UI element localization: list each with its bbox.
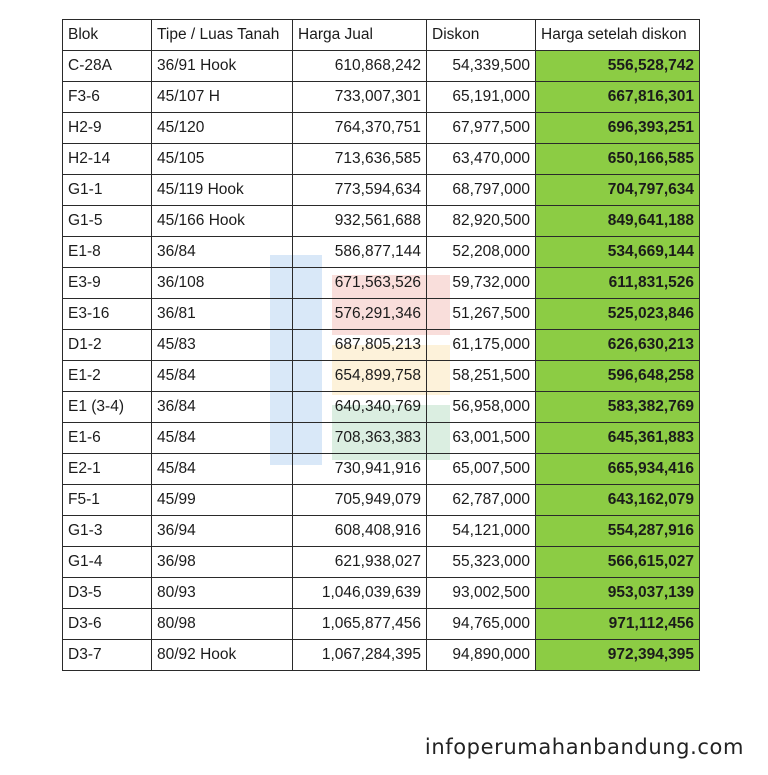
cell-diskon: 61,175,000 bbox=[427, 330, 536, 361]
cell-harga-jual: 730,941,916 bbox=[293, 454, 427, 485]
cell-harga-setelah-diskon: 667,816,301 bbox=[536, 82, 700, 113]
table-row bbox=[63, 516, 700, 547]
cell-harga-jual: 576,291,346 bbox=[293, 299, 427, 330]
cell-harga-jual: 705,949,079 bbox=[293, 485, 427, 516]
cell-tipe: 45/119 Hook bbox=[152, 175, 293, 206]
table-row bbox=[63, 144, 700, 175]
cell-harga-setelah-diskon: 953,037,139 bbox=[536, 578, 700, 609]
cell-blok: D3-7 bbox=[63, 640, 152, 671]
cell-diskon: 63,470,000 bbox=[427, 144, 536, 175]
cell-harga-setelah-diskon: 665,934,416 bbox=[536, 454, 700, 485]
table-row bbox=[63, 51, 700, 82]
cell-tipe: 45/84 bbox=[152, 361, 293, 392]
cell-tipe: 80/93 bbox=[152, 578, 293, 609]
cell-diskon: 62,787,000 bbox=[427, 485, 536, 516]
cell-blok: D3-6 bbox=[63, 609, 152, 640]
cell-blok: G1-4 bbox=[63, 547, 152, 578]
cell-tipe: 45/107 H bbox=[152, 82, 293, 113]
cell-harga-jual: 733,007,301 bbox=[293, 82, 427, 113]
cell-harga-jual: 1,046,039,639 bbox=[293, 578, 427, 609]
cell-blok: E1 (3-4) bbox=[63, 392, 152, 423]
cell-tipe: 45/83 bbox=[152, 330, 293, 361]
cell-diskon: 58,251,500 bbox=[427, 361, 536, 392]
cell-tipe: 80/92 Hook bbox=[152, 640, 293, 671]
table-row bbox=[63, 609, 700, 640]
cell-diskon: 54,339,500 bbox=[427, 51, 536, 82]
table-body bbox=[63, 51, 700, 671]
price-list-table bbox=[62, 19, 700, 671]
cell-blok: G1-3 bbox=[63, 516, 152, 547]
cell-blok: F3-6 bbox=[63, 82, 152, 113]
cell-diskon: 67,977,500 bbox=[427, 113, 536, 144]
cell-diskon: 68,797,000 bbox=[427, 175, 536, 206]
cell-tipe: 45/166 Hook bbox=[152, 206, 293, 237]
cell-blok: D1-2 bbox=[63, 330, 152, 361]
cell-tipe: 80/98 bbox=[152, 609, 293, 640]
table-row bbox=[63, 361, 700, 392]
cell-tipe: 45/84 bbox=[152, 454, 293, 485]
cell-harga-setelah-diskon: 626,630,213 bbox=[536, 330, 700, 361]
cell-harga-setelah-diskon: 972,394,395 bbox=[536, 640, 700, 671]
cell-harga-jual: 687,805,213 bbox=[293, 330, 427, 361]
cell-harga-setelah-diskon: 650,166,585 bbox=[536, 144, 700, 175]
cell-diskon: 54,121,000 bbox=[427, 516, 536, 547]
table-row bbox=[63, 299, 700, 330]
table-row bbox=[63, 578, 700, 609]
cell-harga-setelah-diskon: 696,393,251 bbox=[536, 113, 700, 144]
cell-harga-jual: 586,877,144 bbox=[293, 237, 427, 268]
cell-harga-jual: 713,636,585 bbox=[293, 144, 427, 175]
cell-harga-jual: 764,370,751 bbox=[293, 113, 427, 144]
table-row bbox=[63, 237, 700, 268]
cell-tipe: 36/91 Hook bbox=[152, 51, 293, 82]
cell-diskon: 51,267,500 bbox=[427, 299, 536, 330]
cell-diskon: 52,208,000 bbox=[427, 237, 536, 268]
cell-tipe: 45/84 bbox=[152, 423, 293, 454]
cell-harga-jual: 932,561,688 bbox=[293, 206, 427, 237]
table-row bbox=[63, 640, 700, 671]
cell-harga-setelah-diskon: 556,528,742 bbox=[536, 51, 700, 82]
cell-tipe: 36/84 bbox=[152, 392, 293, 423]
cell-harga-setelah-diskon: 645,361,883 bbox=[536, 423, 700, 454]
cell-diskon: 94,765,000 bbox=[427, 609, 536, 640]
table-row bbox=[63, 113, 700, 144]
cell-diskon: 59,732,000 bbox=[427, 268, 536, 299]
cell-tipe: 36/108 bbox=[152, 268, 293, 299]
cell-diskon: 93,002,500 bbox=[427, 578, 536, 609]
cell-tipe: 36/94 bbox=[152, 516, 293, 547]
table-row bbox=[63, 454, 700, 485]
cell-blok: E1-8 bbox=[63, 237, 152, 268]
cell-blok: E1-2 bbox=[63, 361, 152, 392]
cell-blok: H2-9 bbox=[63, 113, 152, 144]
cell-harga-setelah-diskon: 611,831,526 bbox=[536, 268, 700, 299]
cell-harga-setelah-diskon: 971,112,456 bbox=[536, 609, 700, 640]
cell-harga-jual: 654,899,758 bbox=[293, 361, 427, 392]
cell-blok: D3-5 bbox=[63, 578, 152, 609]
cell-blok: G1-1 bbox=[63, 175, 152, 206]
table-row bbox=[63, 485, 700, 516]
cell-harga-jual: 773,594,634 bbox=[293, 175, 427, 206]
cell-harga-setelah-diskon: 566,615,027 bbox=[536, 547, 700, 578]
header-diskon: Diskon bbox=[427, 20, 536, 51]
cell-harga-jual: 1,065,877,456 bbox=[293, 609, 427, 640]
header-harga-jual: Harga Jual bbox=[293, 20, 427, 51]
table-row bbox=[63, 547, 700, 578]
header-tipe-luas-tanah: Tipe / Luas Tanah bbox=[152, 20, 293, 51]
cell-harga-jual: 1,067,284,395 bbox=[293, 640, 427, 671]
cell-tipe: 36/81 bbox=[152, 299, 293, 330]
cell-harga-jual: 708,363,383 bbox=[293, 423, 427, 454]
table-row bbox=[63, 206, 700, 237]
cell-diskon: 55,323,000 bbox=[427, 547, 536, 578]
table-row bbox=[63, 175, 700, 206]
cell-blok: E2-1 bbox=[63, 454, 152, 485]
cell-blok: F5-1 bbox=[63, 485, 152, 516]
site-watermark-text: infoperumahanbandung.com bbox=[424, 735, 744, 759]
cell-harga-setelah-diskon: 704,797,634 bbox=[536, 175, 700, 206]
cell-harga-setelah-diskon: 554,287,916 bbox=[536, 516, 700, 547]
cell-diskon: 82,920,500 bbox=[427, 206, 536, 237]
cell-diskon: 56,958,000 bbox=[427, 392, 536, 423]
table-row bbox=[63, 82, 700, 113]
cell-harga-setelah-diskon: 849,641,188 bbox=[536, 206, 700, 237]
cell-blok: E3-16 bbox=[63, 299, 152, 330]
cell-blok: H2-14 bbox=[63, 144, 152, 175]
cell-harga-setelah-diskon: 534,669,144 bbox=[536, 237, 700, 268]
cell-blok: E3-9 bbox=[63, 268, 152, 299]
cell-harga-jual: 671,563,526 bbox=[293, 268, 427, 299]
cell-harga-setelah-diskon: 525,023,846 bbox=[536, 299, 700, 330]
cell-blok: E1-6 bbox=[63, 423, 152, 454]
header-harga-setelah-diskon: Harga setelah diskon bbox=[536, 20, 700, 51]
table-row bbox=[63, 392, 700, 423]
cell-diskon: 94,890,000 bbox=[427, 640, 536, 671]
table-row bbox=[63, 268, 700, 299]
cell-tipe: 36/98 bbox=[152, 547, 293, 578]
cell-harga-jual: 610,868,242 bbox=[293, 51, 427, 82]
header-blok: Blok bbox=[63, 20, 152, 51]
cell-tipe: 45/105 bbox=[152, 144, 293, 175]
cell-harga-setelah-diskon: 596,648,258 bbox=[536, 361, 700, 392]
cell-harga-setelah-diskon: 643,162,079 bbox=[536, 485, 700, 516]
cell-tipe: 45/99 bbox=[152, 485, 293, 516]
cell-diskon: 65,007,500 bbox=[427, 454, 536, 485]
table-header-row bbox=[63, 20, 700, 51]
cell-harga-jual: 640,340,769 bbox=[293, 392, 427, 423]
cell-tipe: 36/84 bbox=[152, 237, 293, 268]
cell-harga-setelah-diskon: 583,382,769 bbox=[536, 392, 700, 423]
table-row bbox=[63, 423, 700, 454]
cell-harga-jual: 608,408,916 bbox=[293, 516, 427, 547]
cell-diskon: 63,001,500 bbox=[427, 423, 536, 454]
cell-diskon: 65,191,000 bbox=[427, 82, 536, 113]
cell-blok: G1-5 bbox=[63, 206, 152, 237]
table-row bbox=[63, 330, 700, 361]
cell-harga-jual: 621,938,027 bbox=[293, 547, 427, 578]
cell-tipe: 45/120 bbox=[152, 113, 293, 144]
cell-blok: C-28A bbox=[63, 51, 152, 82]
